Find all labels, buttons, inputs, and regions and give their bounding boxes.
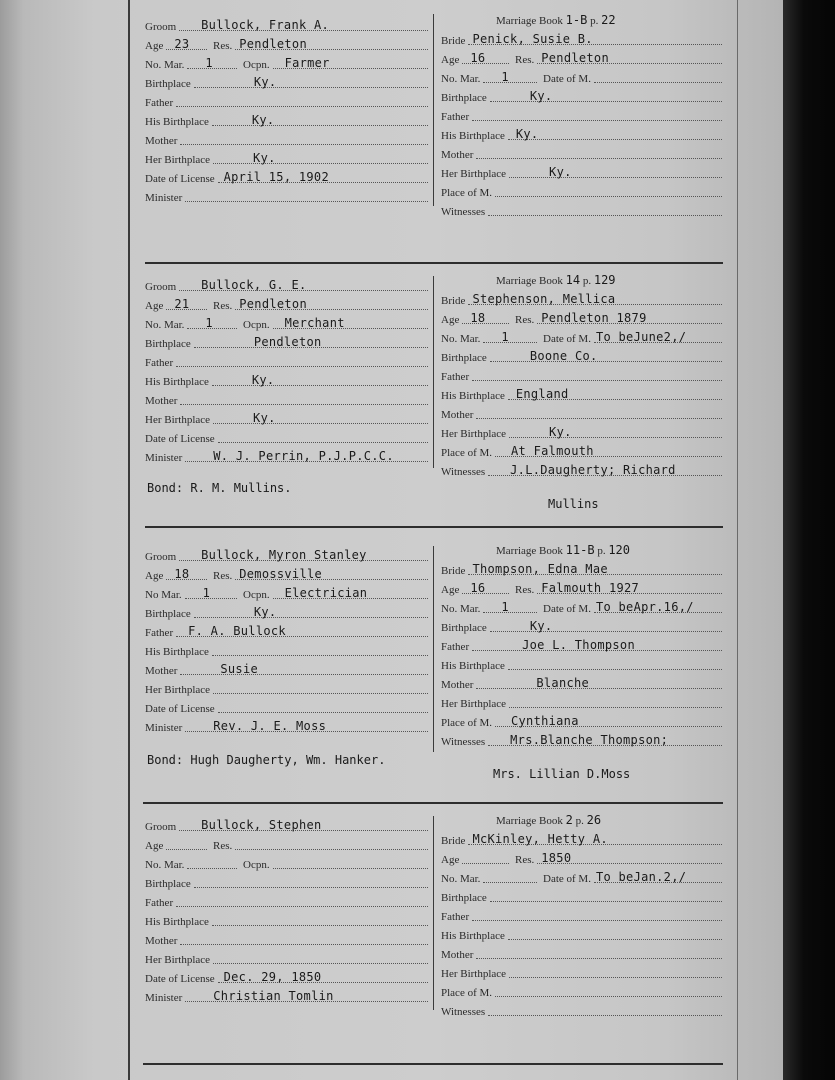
page-label: p. — [582, 275, 592, 287]
bride-birthplace-value: Boone Co. — [529, 349, 598, 363]
field-row — [0, 186, 835, 204]
groom-mother-birthplace-label: Her Birthplace — [145, 414, 211, 426]
groom-no-mar-label: No. Mar. — [145, 59, 185, 71]
bride-no-mar-leader — [483, 882, 537, 883]
field-row — [0, 891, 835, 909]
groom-value: Bullock, Myron Stanley — [201, 548, 367, 562]
minister-value: Christian Tomlin — [213, 989, 334, 1003]
groom-no-mar-label: No Mar. — [145, 589, 182, 601]
groom-mother-birthplace-label: Her Birthplace — [145, 954, 211, 966]
groom-residence-label: Res. — [213, 840, 233, 852]
groom-occupation-label: Ocpn. — [243, 589, 270, 601]
bride-age-label: Age — [441, 584, 460, 596]
groom-mother-birthplace-label: Her Birthplace — [145, 684, 211, 696]
page-label: p. — [590, 15, 599, 27]
groom-no-mar-value: 1 — [205, 56, 213, 70]
witnesses-label: Witnesses — [441, 466, 486, 478]
bride-father-birthplace-value: England — [515, 387, 569, 401]
marriage-book-number: 14 — [565, 273, 581, 287]
bride-mother-birthplace-label: Her Birthplace — [441, 168, 507, 180]
date-of-license-value: April 15, 1902 — [223, 170, 329, 184]
groom-mother-birthplace-value: Ky. — [253, 411, 276, 425]
field-row — [0, 205, 835, 223]
bride-birthplace-value: Ky. — [529, 89, 553, 103]
bride-mother-birthplace-label: Her Birthplace — [441, 968, 507, 980]
field-row — [0, 427, 835, 445]
groom-age-label: Age — [145, 40, 164, 52]
bride-mother-birthplace-leader — [509, 977, 722, 978]
bride-label: Bride — [441, 35, 466, 47]
groom-father-label: Father — [145, 357, 174, 369]
place-of-marriage-label: Place of M. — [441, 987, 493, 999]
bride-residence-value: Falmouth 1927 — [541, 581, 640, 595]
date-of-marriage-label: Date of M. — [543, 603, 591, 615]
field-row — [0, 389, 835, 407]
bride-age-label: Age — [441, 854, 460, 866]
groom-birthplace-label: Birthplace — [145, 338, 191, 350]
date-of-license-label: Date of License — [145, 433, 215, 445]
field-row — [0, 465, 835, 483]
place-of-marriage-label: Place of M. — [441, 187, 493, 199]
field-row — [0, 967, 835, 985]
groom-mother-value: Susie — [220, 662, 258, 676]
bride-no-mar-value: 1 — [501, 330, 509, 344]
marriage-book-number: 2 — [565, 813, 573, 827]
date-of-marriage-label: Date of M. — [543, 333, 591, 345]
field-row — [0, 34, 835, 52]
groom-father-birthplace-label: His Birthplace — [145, 916, 209, 928]
page-number: 26 — [586, 813, 602, 827]
groom-residence-label: Res. — [213, 300, 233, 312]
groom-father-birthplace-label: His Birthplace — [145, 116, 209, 128]
record-separator — [145, 262, 723, 264]
groom-mother-birthplace-value: Ky. — [253, 151, 276, 165]
groom-birthplace-value: Ky. — [253, 605, 277, 619]
bride-mother-value: Blanche — [536, 676, 590, 690]
place-of-marriage-value: At Falmouth — [511, 444, 594, 458]
bride-father-birthplace-label: His Birthplace — [441, 930, 505, 942]
field-row — [0, 872, 835, 890]
groom-no-mar-value: 1 — [205, 316, 213, 330]
bride-birthplace-leader — [490, 901, 722, 902]
field-row — [0, 167, 835, 185]
groom-mother-label: Mother — [145, 935, 178, 947]
field-row — [0, 678, 835, 696]
groom-mother-label: Mother — [145, 665, 178, 677]
bride-mother-leader — [476, 158, 722, 159]
bride-birthplace-label: Birthplace — [441, 892, 487, 904]
bride-no-mar-value: 1 — [501, 600, 509, 614]
bride-age-value: 16 — [470, 51, 486, 65]
witnesses-continued: Mrs. Lillian D.Moss — [493, 767, 631, 781]
field-row — [0, 716, 835, 734]
field-row — [0, 72, 835, 90]
witnesses-value: Mrs.Blanche Thompson; — [510, 733, 669, 747]
minister-value: Rev. J. E. Moss — [213, 719, 327, 733]
groom-father-birthplace-value: Ky. — [251, 113, 275, 127]
bond-note: Bond: R. M. Mullins. — [147, 481, 292, 495]
groom-birthplace-value: Ky. — [253, 75, 277, 89]
bride-mother-birthplace-leader — [509, 707, 722, 708]
marriage-book-number: 11-B — [565, 543, 595, 557]
groom-label: Groom — [145, 821, 177, 833]
bride-mother-birthplace-label: Her Birthplace — [441, 698, 507, 710]
groom-residence-label: Res. — [213, 40, 233, 52]
groom-mother-label: Mother — [145, 135, 178, 147]
field-row — [0, 1005, 835, 1023]
bride-mother-leader — [476, 958, 722, 959]
witnesses-continued: Mullins — [548, 497, 599, 511]
groom-mother-label: Mother — [145, 395, 178, 407]
bride-mother-leader — [476, 688, 722, 689]
bride-father-birthplace-leader — [508, 939, 722, 940]
field-row — [0, 834, 835, 852]
bride-father-label: Father — [441, 641, 470, 653]
date-of-marriage-value: To beApr.16,/ — [595, 600, 694, 614]
minister-label: Minister — [145, 992, 183, 1004]
bride-residence-value: 1850 — [541, 851, 572, 865]
groom-no-mar-label: No. Mar. — [145, 859, 185, 871]
page-label: p. — [597, 545, 606, 557]
bride-age-leader — [462, 323, 509, 324]
bride-birthplace-leader — [490, 631, 722, 632]
bride-age-leader — [462, 863, 509, 864]
date-of-license-label: Date of License — [145, 703, 215, 715]
field-row — [0, 986, 835, 1004]
groom-label: Groom — [145, 551, 177, 563]
field-row — [0, 929, 835, 947]
field-row — [0, 621, 835, 639]
field-row — [0, 110, 835, 128]
groom-birthplace-label: Birthplace — [145, 878, 191, 890]
page-label: p. — [575, 815, 584, 827]
bride-mother-birthplace-value: Ky. — [549, 165, 572, 179]
bride-father-birthplace-value: Ky. — [515, 127, 539, 141]
bride-mother-label: Mother — [441, 949, 474, 961]
bride-label: Bride — [441, 835, 466, 847]
field-row — [0, 148, 835, 166]
field-row — [0, 129, 835, 147]
marriage-book-header — [496, 273, 616, 287]
place-of-marriage-leader — [495, 996, 722, 997]
field-row — [0, 408, 835, 426]
marriage-book-header — [496, 543, 630, 557]
groom-occupation-value: Merchant — [284, 316, 345, 330]
bride-residence-label: Res. — [515, 314, 535, 326]
bride-mother-label: Mother — [441, 409, 474, 421]
groom-father-birthplace-value: Ky. — [251, 373, 275, 387]
witnesses-value: J.L.Daugherty; Richard — [510, 463, 676, 477]
field-row — [0, 602, 835, 620]
bride-mother-birthplace-value: Ky. — [549, 425, 572, 439]
marriage-book-label: Marriage Book — [496, 275, 563, 287]
witnesses-leader — [488, 215, 722, 216]
groom-age-value: 21 — [174, 297, 190, 311]
field-row — [0, 640, 835, 658]
bride-birthplace-leader — [490, 101, 722, 102]
bride-father-birthplace-label: His Birthplace — [441, 130, 505, 142]
bride-father-label: Father — [441, 111, 470, 123]
groom-age-label: Age — [145, 840, 164, 852]
field-row — [0, 53, 835, 71]
place-of-marriage-label: Place of M. — [441, 717, 493, 729]
date-of-marriage-label: Date of M. — [543, 873, 591, 885]
groom-birthplace-value: Pendleton — [253, 335, 322, 349]
bride-residence-value: Pendleton — [541, 51, 609, 65]
witnesses-label: Witnesses — [441, 206, 486, 218]
groom-residence-label: Res. — [213, 570, 233, 582]
place-of-marriage-label: Place of M. — [441, 447, 493, 459]
groom-residence-value: Pendleton — [239, 297, 307, 311]
date-of-marriage-label: Date of M. — [543, 73, 591, 85]
field-row — [0, 659, 835, 677]
bride-father-birthplace-leader — [508, 139, 722, 140]
page-number: 129 — [593, 273, 616, 287]
bride-age-label: Age — [441, 54, 460, 66]
bride-value: Penick, Susie B. — [472, 32, 593, 46]
groom-residence-value: Demossville — [239, 567, 323, 581]
field-row — [0, 583, 835, 601]
bride-birthplace-leader — [490, 361, 722, 362]
groom-value: Bullock, Stephen — [201, 818, 322, 832]
bride-no-mar-leader — [483, 612, 537, 613]
bride-father-birthplace-label: His Birthplace — [441, 390, 505, 402]
marriage-book-header — [496, 13, 616, 27]
marriage-book-number: 1-B — [565, 13, 588, 27]
record-separator — [143, 1063, 723, 1065]
groom-father-value: F. A. Bullock — [188, 624, 286, 638]
date-of-license-value: Dec. 29, 1850 — [223, 970, 322, 984]
groom-birthplace-label: Birthplace — [145, 78, 191, 90]
date-of-marriage-leader — [594, 82, 722, 83]
groom-age-label: Age — [145, 300, 164, 312]
witnesses-leader — [488, 1015, 722, 1016]
groom-occupation-label: Ocpn. — [243, 59, 270, 71]
field-row — [0, 948, 835, 966]
date-of-license-label: Date of License — [145, 973, 215, 985]
groom-occupation-label: Ocpn. — [243, 859, 270, 871]
groom-value: Bullock, Frank A. — [201, 18, 330, 32]
groom-value: Bullock, G. E. — [201, 278, 307, 292]
bride-mother-birthplace-label: Her Birthplace — [441, 428, 507, 440]
field-row — [0, 294, 835, 312]
bride-age-leader — [462, 593, 509, 594]
bride-residence-value: Pendleton 1879 — [541, 311, 647, 325]
groom-birthplace-label: Birthplace — [145, 608, 191, 620]
groom-residence-value: Pendleton — [239, 37, 307, 51]
bride-residence-label: Res. — [515, 854, 535, 866]
field-row — [0, 853, 835, 871]
bride-no-mar-label: No. Mar. — [441, 603, 481, 615]
field-row — [0, 564, 835, 582]
groom-no-mar-value: 1 — [202, 586, 211, 600]
marriage-book-label: Marriage Book — [496, 545, 563, 557]
bride-value: Thompson, Edna Mae — [472, 562, 608, 576]
bride-mother-leader — [476, 418, 722, 419]
field-row — [0, 332, 835, 350]
groom-label: Groom — [145, 281, 177, 293]
field-row — [0, 697, 835, 715]
groom-occupation-value: Electrician — [284, 586, 368, 600]
bond-note: Bond: Hugh Daugherty, Wm. Hanker. — [147, 753, 386, 767]
minister-label: Minister — [145, 192, 183, 204]
record-separator — [143, 802, 723, 804]
groom-age-value: 18 — [174, 567, 190, 581]
marriage-book-label: Marriage Book — [496, 815, 563, 827]
bride-age-value: 18 — [470, 311, 486, 325]
groom-father-birthplace-label: His Birthplace — [145, 376, 209, 388]
witnesses-label: Witnesses — [441, 1006, 486, 1018]
page-number: 120 — [608, 543, 630, 557]
bride-label: Bride — [441, 295, 466, 307]
bride-mother-label: Mother — [441, 679, 474, 691]
bride-father-label: Father — [441, 371, 470, 383]
bride-label: Bride — [441, 565, 466, 577]
groom-age-label: Age — [145, 570, 164, 582]
witnesses-label: Witnesses — [441, 736, 486, 748]
bride-father-leader — [472, 920, 722, 921]
bride-father-value: Joe L. Thompson — [522, 638, 635, 652]
bride-father-birthplace-label: His Birthplace — [441, 660, 505, 672]
place-of-marriage-value: Cynthiana — [511, 714, 579, 728]
bride-no-mar-leader — [483, 342, 537, 343]
groom-father-label: Father — [145, 627, 174, 639]
bride-birthplace-label: Birthplace — [441, 92, 487, 104]
bride-age-leader — [462, 63, 509, 64]
bride-father-leader — [472, 120, 722, 121]
groom-no-mar-label: No. Mar. — [145, 319, 185, 331]
bride-age-value: 16 — [470, 581, 486, 595]
field-row — [0, 91, 835, 109]
field-row — [0, 313, 835, 331]
groom-occupation-label: Ocpn. — [243, 319, 270, 331]
bride-no-mar-label: No. Mar. — [441, 73, 481, 85]
bride-birthplace-value: Ky. — [529, 619, 553, 633]
groom-father-birthplace-label: His Birthplace — [145, 646, 209, 658]
bride-residence-label: Res. — [515, 584, 535, 596]
minister-label: Minister — [145, 452, 183, 464]
marriage-book-label: Marriage Book — [496, 15, 563, 27]
bride-mother-label: Mother — [441, 149, 474, 161]
groom-father-label: Father — [145, 897, 174, 909]
date-of-license-label: Date of License — [145, 173, 215, 185]
bride-age-label: Age — [441, 314, 460, 326]
groom-age-value: 23 — [174, 37, 190, 51]
field-row — [0, 735, 835, 753]
record-separator — [145, 526, 723, 528]
bride-mother-birthplace-leader — [509, 437, 722, 438]
bride-no-mar-label: No. Mar. — [441, 333, 481, 345]
bride-birthplace-label: Birthplace — [441, 352, 487, 364]
minister-value: W. J. Perrin, P.J.P.C.C. — [213, 449, 394, 463]
bride-father-label: Father — [441, 911, 470, 923]
date-of-marriage-value: To beJune2,/ — [595, 330, 687, 344]
page-number: 22 — [601, 13, 616, 27]
field-row — [0, 910, 835, 928]
minister-label: Minister — [145, 722, 183, 734]
bride-no-mar-label: No. Mar. — [441, 873, 481, 885]
field-row — [0, 446, 835, 464]
place-of-marriage-leader — [495, 196, 722, 197]
bride-mother-birthplace-leader — [509, 177, 722, 178]
groom-father-label: Father — [145, 97, 174, 109]
date-of-marriage-value: To beJan.2,/ — [595, 870, 687, 884]
bride-father-leader — [472, 380, 722, 381]
bride-value: Stephenson, Mellica — [472, 292, 616, 306]
field-row — [0, 351, 835, 369]
bride-residence-label: Res. — [515, 54, 535, 66]
field-row — [0, 370, 835, 388]
groom-label: Groom — [145, 21, 177, 33]
groom-occupation-value: Farmer — [284, 56, 330, 70]
bride-father-birthplace-leader — [508, 669, 722, 670]
groom-mother-birthplace-label: Her Birthplace — [145, 154, 211, 166]
bride-birthplace-label: Birthplace — [441, 622, 487, 634]
bride-no-mar-value: 1 — [501, 70, 509, 84]
bride-value: McKinley, Hetty A. — [472, 832, 608, 846]
marriage-book-header — [496, 813, 601, 827]
bride-no-mar-leader — [483, 82, 537, 83]
